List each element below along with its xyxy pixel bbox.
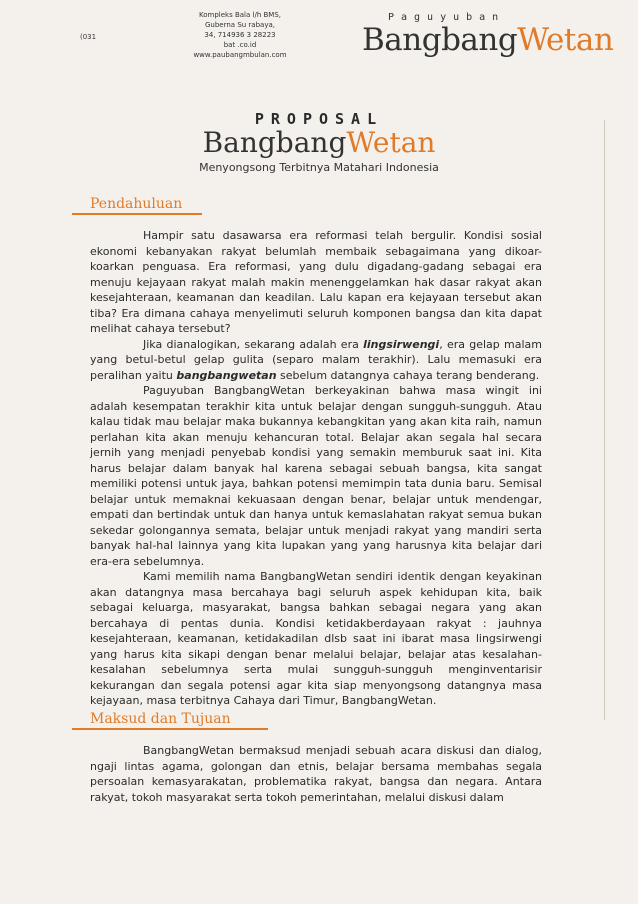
section-heading-pendahuluan: Pendahuluan: [90, 196, 183, 212]
address-line: Guberna Su rabaya,: [205, 21, 275, 29]
text-run: sebelum datangnya cahaya terang benderang.: [276, 368, 540, 382]
document-type-label: PROPOSAL: [254, 110, 384, 128]
title-part-orange: Wetan: [346, 126, 436, 159]
emphasis-term: bangbangwetan: [176, 368, 277, 382]
title-part-dark: Bangbang: [202, 126, 347, 159]
document-title: [0, 126, 638, 159]
text-run: Jika dianalogikan, sekarang adalah era: [143, 337, 364, 351]
letterhead-address: [80, 10, 360, 60]
paragraph: BangbangWetan bermaksud menjadi sebuah acara diskusi dan dialog, ngaji lintas agama, golongan dan etnis, belajar bersama membahas segala persoalan kemasyarakatan, problematika rakyat, bangsa dan negara. Antara rakyat, tokoh masyarakat serta tokoh pemerintahan, melalui diskusi dalam: [90, 744, 542, 804]
paragraph: Hampir satu dasawarsa era reformasi telah bergulir. Kondisi sosial ekonomi kebanyakan rakyat belumlah membaik sebagaimana yang dikoar-koarkan penguasa. Era reformasi, yang dulu digadang-gadang sebagai era menuju kejayaan rakyat malah makin menenggelamkan hak dasar rakyat akan kesejahteraan, keamanan dan keadilan. Lalu kapan era kejayaan tersebut akan tiba? Era dimana cahaya menyelimuti seluruh komponen bangsa dan kita dapat melihat cahaya tersebut?: [90, 229, 542, 335]
section-body-pendahuluan: [90, 228, 542, 709]
address-line: www.paubangmbulan.com: [193, 51, 287, 59]
address-line: Kompleks Bala l/h BMS,: [199, 11, 281, 19]
heading-underline: [72, 728, 268, 730]
letterhead-logo: [362, 22, 613, 58]
logo-part-dark: Bangbang: [362, 22, 518, 58]
org-label: Paguyuban: [388, 12, 506, 23]
paragraph: [90, 337, 542, 384]
text-run: , era gelap malam yang betul-betul gelap gulita (separo malam terakhir). Lalu memasuki era peralihan yaitu: [90, 337, 542, 382]
paragraph: Paguyuban BangbangWetan berkeyakinan bahwa masa wingit ini adalah kesempatan terakhir kita untuk belajar dengan sungguh-sungguh. Atau kalau tidak mau belajar maka bukannya kebangkitan yang akan kita raih, namun perlahan kita akan menuju kehancuran total. Belajar akan segala hal secara jernih yang menjadi penyebab kondisi yang semakin memburuk saat ini. Kita harus belajar dalam banyak hal karena sebagai sebuah bangsa, kita sangat memiliki potensi untuk jaya, bahkan potensi memimpin tata dunia baru. Semisal belajar untuk memaknai kekuasaan dengan benar, belajar untuk mendengar, empati dan bertindak untuk dan hanya untuk kemaslahatan rakyat semua bukan sekedar golongannya semata, belajar untuk menjadi rakyat yang mandiri serta banyak hal-hal lainnya yang kita lupakan yang yang harusnya kita belajar dari era-era sebelumnya.: [90, 384, 542, 568]
phone-fragment: (031: [80, 33, 97, 41]
paragraph: Kami memilih nama BangbangWetan sendiri identik dengan keyakinan akan datangnya masa bercahaya bagi seluruh aspek kehidupan kita, baik sebagai keluarga, masyarakat, bangsa bahkan sebagai negara yang akan bercahaya di pentas dunia. Kondisi ketidakberdayaan rakyat : jauhnya kesejahteraan, keamanan, ketidakadilan dlsb saat ini ibarat masa lingsirwengi yang harus kita sikapi dengan benar melalui belajar, belajar atas kesalahan-kesalahan sebelumnya serta mulai sungguh-sungguh menginventarisir kekurangan dan segala potensi agar kita siap menyongsong datangnya masa kejayaan, masa terbitnya Cahaya dari Timur, BangbangWetan.: [90, 570, 542, 707]
address-line: bat .co.id: [223, 41, 257, 49]
emphasis-term: lingsirwengi: [363, 337, 440, 351]
heading-underline: [72, 213, 202, 215]
section-body-maksud-tujuan: [90, 743, 542, 805]
address-line: 34, 714936 3 28223: [204, 31, 276, 39]
logo-part-orange: Wetan: [517, 22, 614, 58]
paper-fold-mark: [604, 120, 605, 720]
document-subtitle: Menyongsong Terbitnya Matahari Indonesia: [199, 161, 439, 174]
section-heading-maksud-tujuan: Maksud dan Tujuan: [90, 711, 231, 727]
